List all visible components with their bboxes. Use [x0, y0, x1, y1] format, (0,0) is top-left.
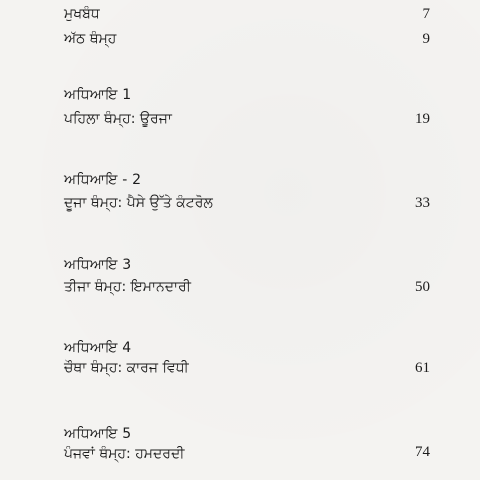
- toc-entry-preface: [64, 3, 430, 25]
- toc-entry-title: ਪੰਜਵਾਂ ਥੰਮ੍ਹ: ਹਮਦਰਦੀ: [64, 446, 185, 462]
- toc-entry-title: ਤੀਜਾ ਥੰਮ੍ਹ: ਇਮਾਨਦਾਰੀ: [64, 279, 191, 295]
- toc-entry-chapter-5: [64, 443, 430, 465]
- toc-chapter-label: ਅਧਿਆਇ - 2: [64, 172, 142, 188]
- toc-entry-page-number: 50: [415, 279, 430, 295]
- toc-entry-page-number: 19: [415, 111, 430, 127]
- toc-entry-title: ਮੁਖਬੰਧ: [64, 6, 100, 22]
- toc-chapter-heading-2: [64, 169, 430, 191]
- toc-entry-chapter-2: [64, 192, 430, 214]
- toc-entry-title: ਦੂਜਾ ਥੰਮ੍ਹ: ਪੈਸੇ ਉੱਤੇ ਕੰਟਰੋਲ: [64, 195, 213, 211]
- toc-entry-eight-pillars: [64, 28, 430, 50]
- toc-entry-title: ਪਹਿਲਾ ਥੰਮ੍ਹ: ਊਰਜਾ: [64, 111, 172, 127]
- toc-chapter-heading-1: [64, 84, 430, 106]
- toc-entry-title: ਅੱਠ ਥੰਮ੍ਹ: [64, 31, 117, 47]
- toc-chapter-heading-4: [64, 337, 430, 359]
- toc-entry-page-number: 9: [422, 31, 430, 47]
- toc-entry-title: ਚੌਥਾ ਥੰਮ੍ਹ: ਕਾਰਜ ਵਿਧੀ: [64, 360, 189, 376]
- toc-entry-page-number: 7: [422, 6, 430, 22]
- toc-entry-page-number: 61: [415, 360, 430, 376]
- toc-entry-page-number: 74: [415, 444, 430, 460]
- toc-chapter-heading-5: [64, 423, 430, 445]
- toc-entry-chapter-3: [64, 276, 430, 298]
- toc-chapter-label: ਅਧਿਆਇ 5: [64, 426, 132, 442]
- toc-chapter-label: ਅਧਿਆਇ 4: [64, 340, 132, 356]
- toc-entry-chapter-4: [64, 357, 430, 379]
- toc-entry-chapter-1: [64, 108, 430, 130]
- toc-chapter-label: ਅਧਿਆਇ 1: [64, 87, 132, 103]
- toc-chapter-label: ਅਧਿਆਇ 3: [64, 257, 132, 273]
- toc-entry-page-number: 33: [415, 195, 430, 211]
- toc-chapter-heading-3: [64, 254, 430, 276]
